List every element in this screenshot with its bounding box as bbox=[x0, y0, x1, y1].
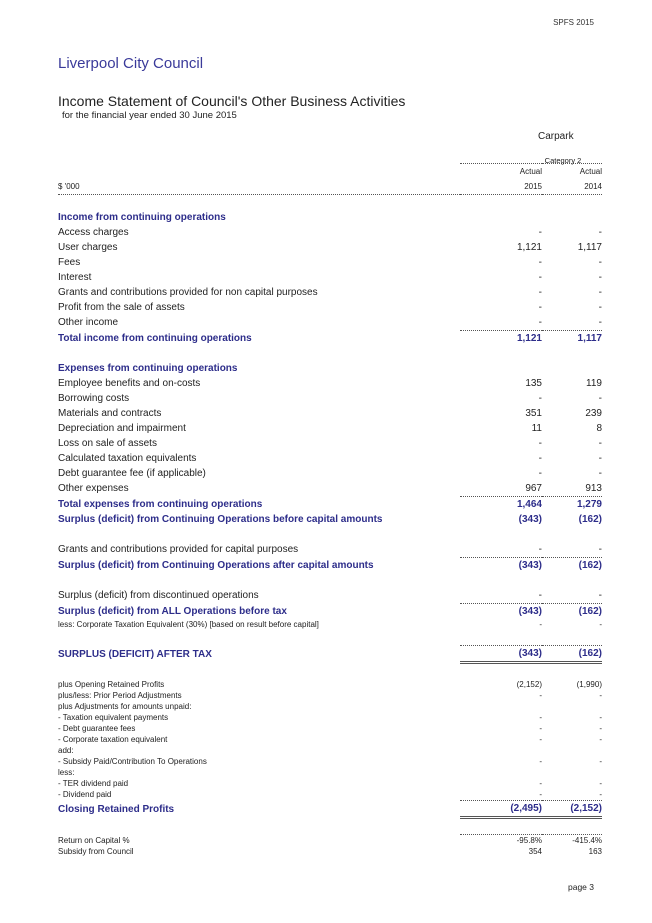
table-row bbox=[58, 285, 602, 300]
row-label: Loss on sale of assets bbox=[58, 438, 157, 449]
total-row bbox=[58, 512, 602, 527]
total-row bbox=[58, 558, 602, 574]
total-row bbox=[58, 604, 602, 620]
value-2014: - bbox=[598, 393, 602, 404]
value-2014: - bbox=[598, 468, 602, 479]
value-2015: (343) bbox=[460, 604, 542, 620]
value-2014: - bbox=[599, 691, 602, 700]
table-row bbox=[58, 835, 602, 847]
table-row bbox=[58, 745, 602, 756]
table-row bbox=[58, 789, 602, 801]
value-2014: - bbox=[599, 713, 602, 722]
value-2015 bbox=[460, 630, 542, 646]
value-2014: (1,990) bbox=[576, 680, 602, 689]
value-2014: - bbox=[598, 438, 602, 449]
col1-header-top: Actual bbox=[460, 164, 542, 180]
value-2014: - bbox=[599, 735, 602, 744]
row-label: less: Corporate Taxation Equivalent (30%) [based on result before capital] bbox=[58, 620, 319, 629]
value-2015: - bbox=[539, 790, 542, 799]
row-label: plus Opening Retained Profits bbox=[58, 680, 165, 689]
row-label: Grants and contributions provided for capital purposes bbox=[58, 544, 299, 556]
value-2015 bbox=[460, 701, 542, 712]
table-row bbox=[58, 630, 602, 646]
table-row bbox=[58, 723, 602, 734]
table-row bbox=[58, 270, 602, 285]
row-label: Surplus (deficit) from Continuing Operations after capital amounts bbox=[58, 559, 374, 571]
value-2014: (162) bbox=[578, 514, 602, 525]
header-row-2 bbox=[58, 179, 602, 195]
row-label: plus Adjustments for amounts unpaid: bbox=[58, 702, 192, 711]
value-2014: - bbox=[598, 590, 602, 601]
table-row bbox=[58, 240, 602, 255]
value-2015 bbox=[460, 210, 542, 225]
table-row bbox=[58, 376, 602, 391]
total-row bbox=[58, 497, 602, 513]
value-2015: - bbox=[538, 317, 542, 328]
value-2015: - bbox=[539, 779, 542, 788]
value-2014: - bbox=[598, 317, 602, 328]
value-2015: 1,464 bbox=[460, 497, 542, 513]
value-2014 bbox=[542, 745, 602, 756]
row-label: Calculated taxation equivalents bbox=[58, 453, 197, 464]
value-2015: 135 bbox=[525, 378, 542, 389]
row-label: Profit from the sale of assets bbox=[58, 302, 185, 313]
table-row bbox=[58, 466, 602, 481]
value-2015: -95.8% bbox=[460, 835, 542, 847]
row-label: plus/less: Prior Period Adjustments bbox=[58, 691, 182, 700]
value-2015: (343) bbox=[460, 558, 542, 574]
value-2014: - bbox=[598, 302, 602, 313]
value-2014: - bbox=[599, 790, 602, 799]
value-2015: - bbox=[539, 724, 542, 733]
value-2014: 119 bbox=[586, 378, 602, 389]
value-2014: - bbox=[598, 453, 602, 464]
row-label: Closing Retained Profits bbox=[58, 803, 175, 815]
row-label: - Corporate taxation equivalent bbox=[58, 735, 168, 744]
value-2015: - bbox=[538, 302, 542, 313]
col1-header-bottom: 2015 bbox=[460, 179, 542, 195]
value-2014 bbox=[542, 663, 602, 680]
table-row bbox=[58, 346, 602, 361]
row-label: Total expenses from continuing operations bbox=[58, 498, 263, 510]
value-2014: - bbox=[599, 779, 602, 788]
value-2014: 1,279 bbox=[542, 497, 602, 513]
row-label: Other expenses bbox=[58, 483, 129, 495]
table-row bbox=[58, 756, 602, 767]
value-2015: - bbox=[539, 691, 542, 700]
council-name: Liverpool City Council bbox=[58, 55, 204, 72]
total-row bbox=[58, 331, 602, 347]
value-2014: - bbox=[598, 287, 602, 298]
row-label: SURPLUS (DEFICIT) AFTER TAX bbox=[58, 648, 212, 660]
value-2014 bbox=[542, 573, 602, 588]
value-2014: 8 bbox=[596, 423, 602, 434]
value-2014: - bbox=[599, 757, 602, 766]
value-2014 bbox=[542, 346, 602, 361]
value-2015: - bbox=[538, 272, 542, 283]
value-2014: 163 bbox=[588, 847, 602, 856]
table-row bbox=[58, 255, 602, 270]
total-row bbox=[58, 801, 602, 818]
row-label: Total income from continuing operations bbox=[58, 332, 252, 344]
value-2014: - bbox=[599, 724, 602, 733]
row-label: - Subsidy Paid/Contribution To Operations bbox=[58, 757, 207, 766]
value-2015 bbox=[460, 573, 542, 588]
value-2015: 354 bbox=[528, 847, 542, 856]
value-2014: (162) bbox=[542, 604, 602, 620]
page-title: Income Statement of Council's Other Business Activities bbox=[58, 93, 406, 109]
value-2015 bbox=[460, 195, 542, 211]
table-row bbox=[58, 712, 602, 723]
table-row bbox=[58, 195, 602, 211]
row-label: Other income bbox=[58, 317, 119, 329]
row-label bbox=[58, 630, 460, 646]
page-subtitle: for the financial year ended 30 June 2015 bbox=[62, 110, 237, 121]
value-2014: 1,117 bbox=[542, 331, 602, 347]
segment-name: Carpark bbox=[538, 131, 574, 142]
value-2015 bbox=[460, 361, 542, 376]
row-label: User charges bbox=[58, 242, 118, 253]
table-row bbox=[58, 300, 602, 315]
table-row bbox=[58, 481, 602, 497]
row-label: - TER dividend paid bbox=[58, 779, 129, 788]
table-row bbox=[58, 573, 602, 588]
value-2015: - bbox=[538, 257, 542, 268]
value-2014: (2,152) bbox=[542, 801, 602, 818]
row-label bbox=[58, 663, 460, 680]
table-row bbox=[58, 406, 602, 421]
table-row bbox=[58, 846, 602, 857]
table-row bbox=[58, 391, 602, 406]
value-2015 bbox=[460, 663, 542, 680]
table-row bbox=[58, 734, 602, 745]
row-label: Return on Capital % bbox=[58, 835, 130, 845]
value-2014: (162) bbox=[542, 646, 602, 663]
table-row bbox=[58, 527, 602, 542]
row-label bbox=[58, 573, 460, 588]
value-2015: - bbox=[538, 438, 542, 449]
value-2015: 11 bbox=[531, 423, 542, 434]
row-label: Fees bbox=[58, 257, 81, 268]
value-2014: 1,117 bbox=[577, 242, 602, 253]
value-2015: (2,152) bbox=[516, 680, 542, 689]
row-label bbox=[58, 346, 460, 361]
income-statement-table bbox=[58, 163, 602, 857]
row-label: Interest bbox=[58, 272, 92, 283]
value-2015 bbox=[460, 818, 542, 835]
table-row bbox=[58, 701, 602, 712]
row-label: Surplus (deficit) from ALL Operations before tax bbox=[58, 605, 287, 617]
value-2014: -415.4% bbox=[542, 835, 602, 847]
value-2015: (343) bbox=[518, 514, 542, 525]
row-label: - Debt guarantee fees bbox=[58, 724, 136, 733]
value-2015: - bbox=[539, 620, 542, 629]
row-label bbox=[58, 195, 460, 211]
value-2015 bbox=[460, 346, 542, 361]
row-label: less: bbox=[58, 768, 75, 777]
value-2015: - bbox=[538, 227, 542, 238]
value-2015: - bbox=[539, 713, 542, 722]
value-2015: - bbox=[538, 453, 542, 464]
row-label: Grants and contributions provided for non capital purposes bbox=[58, 287, 318, 298]
value-2015: 1,121 bbox=[460, 331, 542, 347]
row-label: add: bbox=[58, 746, 74, 755]
row-label: Employee benefits and on-costs bbox=[58, 378, 201, 389]
section-heading-row bbox=[58, 361, 602, 376]
row-label: Borrowing costs bbox=[58, 393, 130, 404]
row-label: Debt guarantee fee (if applicable) bbox=[58, 468, 206, 479]
col2-header-bottom: 2014 bbox=[542, 179, 602, 195]
value-2014 bbox=[542, 361, 602, 376]
value-2015: - bbox=[539, 735, 542, 744]
value-2015: - bbox=[539, 757, 542, 766]
table-row bbox=[58, 778, 602, 789]
value-2014 bbox=[542, 195, 602, 211]
row-label: Income from continuing operations bbox=[58, 212, 226, 223]
table-row bbox=[58, 588, 602, 604]
section-heading-row bbox=[58, 210, 602, 225]
value-2015: 351 bbox=[525, 408, 542, 419]
row-label: Expenses from continuing operations bbox=[58, 363, 238, 374]
row-label: - Taxation equivalent payments bbox=[58, 713, 169, 722]
value-2014 bbox=[542, 701, 602, 712]
table-row bbox=[58, 679, 602, 690]
value-2014 bbox=[542, 818, 602, 835]
table-row bbox=[58, 767, 602, 778]
row-label: - Dividend paid bbox=[58, 790, 112, 800]
value-2015: (2,495) bbox=[460, 801, 542, 818]
value-2014 bbox=[542, 527, 602, 542]
table-row bbox=[58, 542, 602, 558]
value-2014: - bbox=[599, 620, 602, 629]
value-2015 bbox=[460, 767, 542, 778]
row-label: Depreciation and impairment bbox=[58, 423, 186, 434]
value-2015: - bbox=[538, 468, 542, 479]
value-2015 bbox=[460, 527, 542, 542]
row-label: Subsidy from Council bbox=[58, 847, 134, 856]
table-row bbox=[58, 619, 602, 630]
value-2015 bbox=[460, 745, 542, 756]
table-row bbox=[58, 663, 602, 680]
table-row bbox=[58, 421, 602, 436]
table-row bbox=[58, 690, 602, 701]
value-2015: (343) bbox=[460, 646, 542, 663]
value-2015: - bbox=[538, 544, 542, 555]
total-row bbox=[58, 646, 602, 663]
value-2014: - bbox=[598, 544, 602, 555]
value-2015: 1,121 bbox=[516, 242, 542, 253]
value-2015: - bbox=[538, 590, 542, 601]
value-2014: - bbox=[598, 257, 602, 268]
value-2014 bbox=[542, 210, 602, 225]
value-2014: - bbox=[598, 272, 602, 283]
value-2014 bbox=[542, 767, 602, 778]
value-2015: 967 bbox=[525, 483, 542, 494]
col2-header-top: Actual bbox=[542, 164, 602, 180]
value-2015: - bbox=[538, 393, 542, 404]
header-row-1 bbox=[58, 164, 602, 180]
row-label: Access charges bbox=[58, 227, 129, 238]
category-label: Category 2 bbox=[544, 156, 582, 165]
document-tag: SPFS 2015 bbox=[553, 18, 594, 27]
value-2014 bbox=[542, 630, 602, 646]
table-row bbox=[58, 315, 602, 331]
row-label bbox=[58, 818, 460, 835]
table-row bbox=[58, 436, 602, 451]
table-row bbox=[58, 225, 602, 240]
row-label: Materials and contracts bbox=[58, 408, 162, 419]
value-2014: - bbox=[598, 227, 602, 238]
table-row bbox=[58, 451, 602, 466]
value-2014: 913 bbox=[585, 483, 602, 494]
value-2014: 239 bbox=[585, 408, 602, 419]
row-label bbox=[58, 527, 460, 542]
value-2015: - bbox=[538, 287, 542, 298]
value-2014: (162) bbox=[542, 558, 602, 574]
table-row bbox=[58, 818, 602, 835]
row-label: Surplus (deficit) from Continuing Operations before capital amounts bbox=[58, 514, 383, 525]
page-number: page 3 bbox=[568, 882, 594, 892]
unit-label: $ '000 bbox=[58, 179, 460, 195]
row-label: Surplus (deficit) from discontinued operations bbox=[58, 590, 259, 602]
